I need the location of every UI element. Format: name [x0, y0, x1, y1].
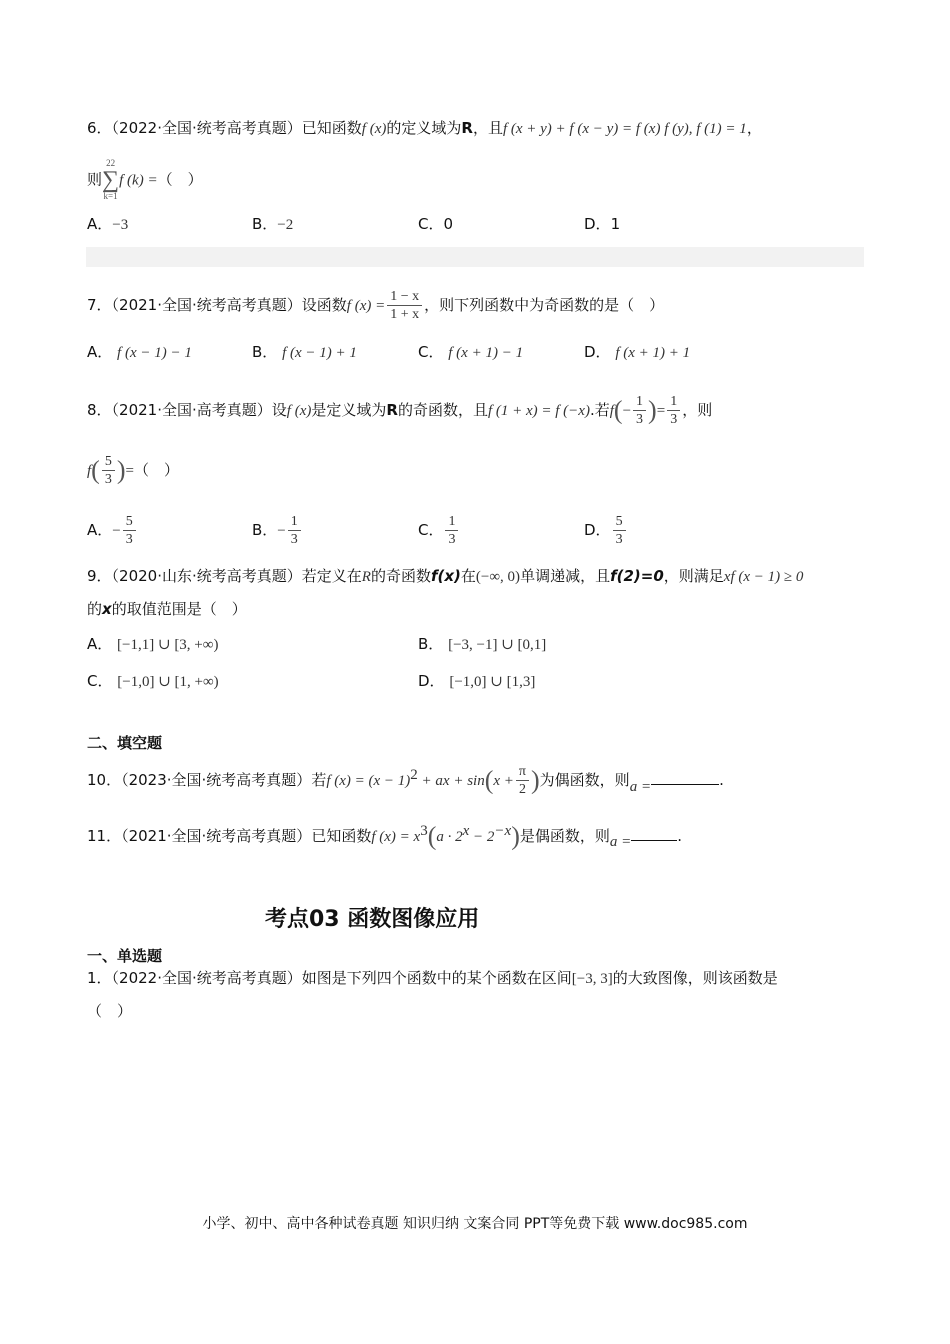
q10-fx: f (x) = (x − 1) [326, 773, 411, 789]
q1-text: 的大致图像，则该函数是 [612, 969, 778, 987]
q8-text: 的奇函数，且 [397, 401, 488, 419]
q1-text: 如图是下列四个函数中的某个函数在区间 [301, 969, 572, 987]
chapter-title: 考点03 函数图像应用 [265, 907, 480, 932]
q8-text: ，则 [682, 401, 713, 419]
page-footer: 小学、初中、高中各种试卷真题 知识归纳 文案合同 PPT等免费下载 www.doc985.com [202, 1216, 748, 1232]
q10-exponent: 2 [410, 767, 418, 783]
q7-option-a[interactable] [87, 341, 192, 364]
q9-option-d[interactable] [418, 670, 535, 693]
q6-option-d[interactable] [584, 213, 620, 235]
option-label: C． [418, 521, 444, 539]
q8-f: f [609, 403, 614, 419]
option-label: B． [252, 343, 278, 361]
q11-fx: f (x) = x [371, 829, 421, 845]
fraction-denominator: 3 [448, 532, 456, 547]
q11-text: 已知函数 [311, 827, 372, 845]
option-fraction [288, 514, 301, 547]
q9-interval: (−∞, 0) [475, 569, 521, 585]
fraction-denominator: 3 [290, 532, 298, 547]
q9-text: 单调递减，且 [520, 567, 611, 585]
sum-upper: 22 [106, 158, 116, 168]
fraction-numerator: 1 − x [387, 289, 422, 306]
option-label: B． [252, 521, 278, 539]
option-value: [−1,1] ∪ [3, +∞) [117, 637, 219, 653]
fraction-numerator: 1 [633, 394, 646, 411]
sum-lower: k=1 [103, 191, 118, 201]
q10-x: x + [493, 773, 514, 789]
summation-symbol: 22 ∑ k=1 [102, 158, 120, 201]
option-label: C． [418, 343, 444, 361]
option-label: C． [418, 215, 444, 233]
option-label: D． [584, 215, 611, 233]
q7-option-c[interactable] [418, 341, 523, 364]
option-label: A． [87, 343, 113, 361]
fraction-numerator: 5 [613, 514, 626, 531]
q1-line2: （ ） [87, 1002, 133, 1020]
q7-number: 7． [87, 296, 112, 314]
q1-source: （2022·全国·统考高考真题） [111, 969, 302, 987]
q10-answer-blank[interactable] [651, 770, 719, 785]
q9-f2: f(2)=0 [610, 567, 664, 585]
option-sign: − [277, 523, 286, 539]
option-fraction [613, 514, 626, 547]
q8-f: f [87, 463, 92, 479]
q9-option-c[interactable] [87, 670, 219, 693]
q9-text: ，则满足 [663, 567, 724, 585]
q11-source: （2021·全国·统考高考真题） [121, 827, 312, 845]
q8-condition: f (1 + x) = f (−x) [487, 403, 590, 419]
q10-expr: + ax + sin [417, 773, 485, 789]
q6-then: 则 [87, 170, 103, 189]
option-value: −3 [112, 217, 129, 233]
option-value: [−1,0] ∪ [1,3] [449, 674, 536, 690]
q1-line1 [87, 967, 778, 990]
q7-option-b[interactable] [252, 341, 357, 364]
q9-text: 在 [460, 567, 476, 585]
q8-fx: f (x) [286, 403, 312, 419]
q8-arg-fraction [633, 394, 646, 427]
option-fraction [123, 514, 136, 547]
q6-paren: （ ） [157, 170, 203, 189]
q11-inner: a · 2 [436, 829, 463, 845]
q1-interval: [−3, 3] [571, 971, 613, 987]
q10-source: （2023·全国·统考高考真题） [121, 771, 312, 789]
q6-text: 已知函数 [301, 119, 362, 137]
option-label: A． [87, 215, 113, 233]
section-heading-single-choice: 一、单选题 [87, 947, 163, 965]
q9-source: （2020·山东·统考高考真题） [111, 567, 302, 585]
q6-line2 [87, 158, 203, 202]
q8-line1: 8．（2021·全国·高考真题）设f (x)是定义域为R的奇函数，且f (1 + x) = f (−x).若f(− $\frac{1}{3}$ )= $\frac{1}{3}$ ，则 [87, 394, 713, 427]
q10-a: a = [629, 779, 652, 795]
q7-fx: f (x) = [346, 298, 386, 314]
q9-number: 9． [87, 567, 112, 585]
sum-body: f (k) = [119, 172, 158, 189]
fraction-denominator: 1 + x [390, 307, 420, 322]
q6-fx: f (x) [361, 121, 387, 137]
q6-option-b[interactable] [252, 213, 293, 236]
fraction-denominator: 3 [104, 472, 112, 487]
q11-answer-blank[interactable] [631, 826, 677, 841]
q9-text: 的 [87, 600, 103, 618]
q11-minus: − 2 [469, 829, 495, 845]
q10-number: 10． [87, 771, 122, 789]
q10-text: 若 [311, 771, 327, 789]
q8-option-b[interactable] [252, 514, 303, 547]
option-value: f (x + 1) + 1 [615, 345, 691, 361]
q8-neg: − [622, 403, 632, 419]
q7-text: 设函数 [301, 296, 347, 314]
q8-line2: f( $\frac{5}{3}$ )=（ ） [87, 454, 179, 487]
q6-text: ， [746, 119, 762, 137]
option-label: C． [87, 672, 113, 690]
q8-option-c[interactable] [418, 514, 460, 547]
q6-source: （2022·全国·统考高考真题） [111, 119, 302, 137]
separator-band [86, 247, 864, 267]
q9-option-b[interactable] [418, 633, 546, 656]
q6-text: ，且 [472, 119, 503, 137]
q6-option-a[interactable] [87, 213, 128, 236]
option-sign: − [112, 523, 121, 539]
q11-line: 11．（2021·全国·统考高考真题）已知函数f $(x) = x^3(a \cdot 2^x - 2^{-x})$是偶函数，则a = . [87, 821, 683, 851]
q6-option-c[interactable] [418, 213, 453, 235]
q9-line1 [87, 565, 803, 588]
q7-text: ，则下列函数中为奇函数的是（ ） [424, 296, 665, 314]
q8-eq: = [656, 403, 666, 419]
option-value: [−3, −1] ∪ [0,1] [448, 637, 547, 653]
q8-value-fraction [667, 394, 680, 427]
q8-eq: = [125, 463, 134, 479]
option-fraction [445, 514, 458, 547]
q11-end: . [677, 827, 683, 845]
option-value: 1 [610, 215, 621, 233]
q9-inequality: xf (x − 1) ≥ 0 [723, 569, 804, 585]
fraction-denominator: 3 [670, 412, 678, 427]
q11-text: 是偶函数，则 [519, 827, 610, 845]
q11-a: a = [609, 834, 632, 850]
option-value: f (x − 1) − 1 [117, 345, 192, 361]
fraction-numerator: 5 [123, 514, 136, 531]
option-label: D． [584, 343, 611, 361]
q8-paren: （ ） [133, 461, 179, 479]
q8-text: .若 [589, 401, 610, 419]
fraction-numerator: 1 [288, 514, 301, 531]
q10-pi-fraction [516, 764, 529, 797]
q9-text: 若定义在 [301, 567, 362, 585]
q6-R: R [461, 119, 473, 137]
q10-line: 10．（2023·全国·统考高考真题）若f $(x) = (x - 1)^2$ + ax + sin(x + $\frac{\pi}{2}$ )为偶函数，则a = . [87, 764, 724, 797]
fraction-denominator: 2 [518, 782, 526, 797]
q1-number: 1． [87, 969, 112, 987]
q9-R: R [361, 569, 371, 585]
fraction-numerator: 1 [445, 514, 458, 531]
option-label: A． [87, 635, 113, 653]
q8-ask-fraction [102, 454, 115, 487]
q6-condition: f (x + y) + f (x − y) = f (x) f (y), f (1) = 1 [502, 121, 747, 137]
q6-line1 [87, 117, 762, 140]
q8-source: （2021·全国·高考真题） [111, 401, 272, 419]
fraction-numerator: 5 [102, 454, 115, 471]
option-label: D． [418, 672, 445, 690]
fraction-denominator: 3 [615, 532, 623, 547]
fraction-numerator: 1 [667, 394, 680, 411]
q8-R: R [386, 401, 398, 419]
option-value: f (x − 1) + 1 [282, 345, 357, 361]
option-value: 0 [443, 215, 454, 233]
q8-option-d[interactable] [584, 514, 628, 547]
q9-x: x [102, 600, 112, 618]
option-label: B． [252, 215, 278, 233]
q11-number: 11． [87, 827, 122, 845]
q8-option-a[interactable] [87, 514, 138, 547]
section-heading-fill: 二、填空题 [87, 734, 163, 752]
option-label: B． [418, 635, 444, 653]
q7-option-d[interactable] [584, 341, 690, 364]
q9-text: 的奇函数 [370, 567, 431, 585]
q7-line1 [87, 289, 664, 322]
option-value: [−1,0] ∪ [1, +∞) [117, 674, 219, 690]
q9-option-a[interactable] [87, 633, 218, 656]
q6-number: 6． [87, 119, 112, 137]
fraction-denominator: 3 [636, 412, 644, 427]
option-value: −2 [277, 217, 294, 233]
fraction-numerator: π [516, 764, 529, 781]
q8-number: 8． [87, 401, 112, 419]
q8-text: 是定义域为 [311, 401, 387, 419]
q10-end: . [719, 771, 724, 789]
option-label: D． [584, 521, 611, 539]
q9-text: 的取值范围是（ ） [111, 600, 247, 618]
q7-fraction [387, 289, 422, 322]
option-label: A． [87, 521, 113, 539]
option-value: f (x + 1) − 1 [448, 345, 524, 361]
q9-line2 [87, 598, 247, 620]
q11-exponent-x: x [462, 823, 470, 839]
q11-exponent: 3 [420, 823, 428, 839]
q9-fx: f(x) [430, 567, 461, 585]
fraction-denominator: 3 [125, 532, 133, 547]
q10-text: 为偶函数，则 [539, 771, 630, 789]
q6-text: 的定义域为 [386, 119, 462, 137]
q7-source: （2021·全国·统考高考真题） [111, 296, 302, 314]
q11-exponent-negx: −x [494, 823, 512, 839]
q8-text: 设 [271, 401, 287, 419]
